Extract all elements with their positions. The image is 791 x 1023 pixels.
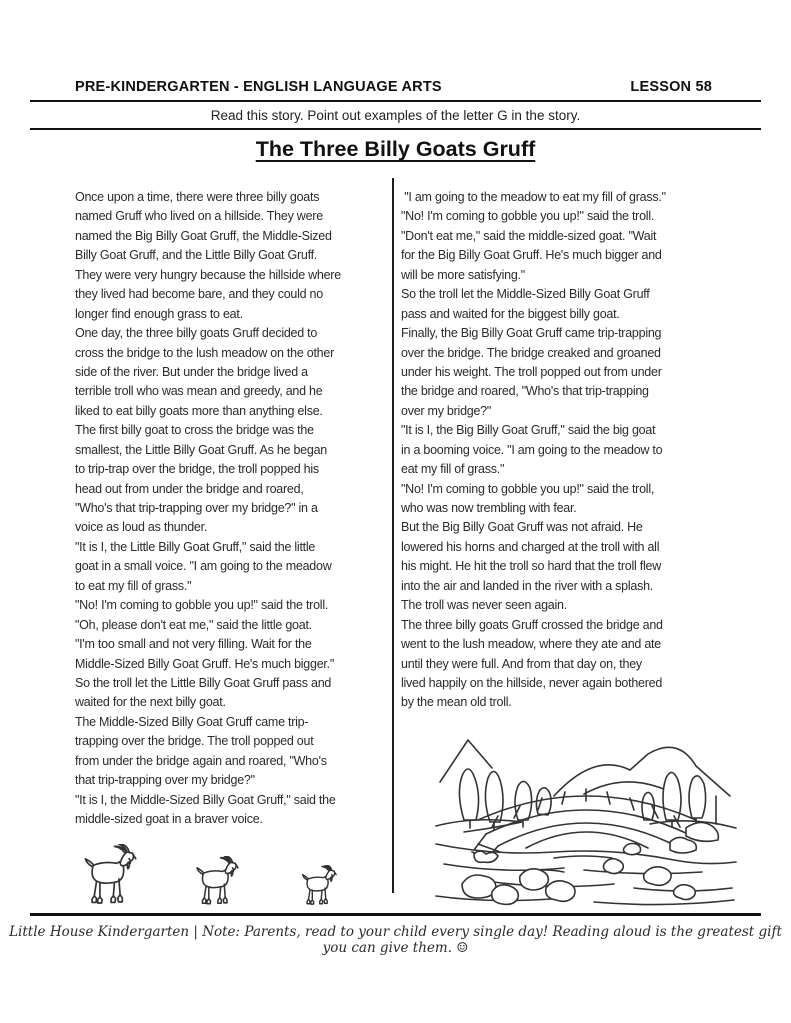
story-line: One day, the three billy goats Gruff decided to [75,326,318,341]
story-line: until they were full. And from that day on, they [401,656,642,671]
story-line: that trip-trapping over my bridge?" [75,773,255,788]
middle-goat-icon [194,856,240,906]
story-line: for the Big Billy Goat Gruff. He's much bigger and [401,248,662,263]
story-line: over my bridge?" [401,403,492,418]
big-goat-icon [82,844,138,906]
story-line: longer find enough grass to eat. [75,306,243,321]
story-line: head out from under the bridge and roared, [75,481,304,496]
story-line: "No! I'm coming to gobble you up!" said the troll. [75,598,329,613]
story-line: "It is I, the Middle-Sized Billy Goat Gruff," said the [75,792,336,807]
story-line: his might. He hit the troll so hard that the troll flew [401,559,661,574]
story-line: side of the river. But under the bridge lived a [75,364,308,379]
story-line: But the Big Billy Goat Gruff was not afraid. He [401,520,643,535]
story-line: goat in a small voice. "I am going to the meadow [75,559,332,574]
little-goat-icon [300,865,338,906]
story-right-column [401,188,723,713]
story-line: smallest, the Little Billy Goat Gruff. As he began [75,442,327,457]
story-line: they lived had become bare, and they could no [75,287,323,302]
story-line: pass and waited for the biggest billy goat. [401,306,620,321]
story-line: voice as loud as thunder. [75,520,208,535]
story-line: to trip-trap over the bridge, the troll popped his [75,462,319,477]
page-header [75,79,712,95]
footer-rule [30,913,761,916]
instruction-text: Read this story. Point out examples of the letter G in the story. [210,107,581,123]
story-line: The Middle-Sized Billy Goat Gruff came trip- [75,714,309,729]
story-line: So the troll let the Middle-Sized Billy Goat Gruff [401,287,650,302]
story-line: "I am going to the meadow to eat my fill of grass." [401,190,666,204]
header-subject: PRE-KINDERGARTEN - ENGLISH LANGUAGE ARTS [75,79,442,95]
story-line: Finally, the Big Billy Goat Gruff came trip-trapping [401,326,662,341]
story-line: over the bridge. The bridge creaked and groaned [401,345,661,360]
story-line: named the Big Billy Goat Gruff, the Middle-Sized [75,228,332,243]
story-line: from under the bridge again and roared, "Who's [75,753,327,768]
story-line: went to the lush meadow, where they ate and ate [401,637,661,652]
story-line: The troll was never seen again. [401,598,567,613]
column-divider [392,178,394,893]
story-line: lowered his horns and charged at the troll with all [401,539,660,554]
story-line: So the troll let the Little Billy Goat Gruff pass and [75,675,332,690]
story-line: "Who's that trip-trapping over my bridge?" in a [75,501,318,515]
story-line: The three billy goats Gruff crossed the bridge and [401,617,663,632]
story-line: "Oh, please don't eat me," said the little goat. [75,617,312,632]
story-title: The Three Billy Goats Gruff [255,137,536,161]
story-line: lived happily on the hillside, never again bothered [401,675,663,690]
goats-illustration [82,840,352,906]
story-line: They were very hungry because the hillside where [75,267,341,282]
story-line: under his weight. The troll popped out from under [401,364,662,379]
story-line: the bridge and roared, "Who's that trip-trapping [401,384,649,399]
header-lesson-number: LESSON 58 [630,79,712,95]
story-line: Once upon a time, there were three billy goats [75,190,320,204]
story-left-column [75,188,397,829]
story-line: will be more satisfying." [401,267,525,282]
story-line: trapping over the bridge. The troll popped out [75,734,314,749]
story-line: "It is I, the Little Billy Goat Gruff," said the little [75,539,316,554]
story-line: Middle-Sized Billy Goat Gruff. He's much bigger." [75,656,335,671]
story-line: in a booming voice. "I am going to the meadow to [401,442,663,457]
story-line: waited for the next billy goat. [75,695,226,710]
story-line: named Gruff who lived on a hillside. They were [75,209,323,224]
story-line: by the mean old troll. [401,695,512,710]
story-line: who was now trembling with fear. [401,501,577,515]
story-line: "Don't eat me," said the middle-sized goat. "Wait [401,228,657,243]
story-line: middle-sized goat in a braver voice. [75,812,263,826]
story-line: terrible troll who was mean and greedy, and he [75,384,323,399]
story-line: Billy Goat Gruff, and the Little Billy Goat Gruff. [75,248,318,263]
bridge-illustration [434,724,738,910]
story-line: eat my fill of grass." [401,462,505,477]
story-line: liked to eat billy goats more than anything else. [75,403,323,418]
instruction-band [30,100,761,130]
story-line: to eat my fill of grass." [75,578,192,593]
story-line: cross the bridge to the lush meadow on the other [75,345,334,360]
story-line: "No! I'm coming to gobble you up!" said the troll. [401,209,655,224]
story-line: "No! I'm coming to gobble you up!" said the troll, [401,481,655,496]
story-line: into the air and landed in the river with a splash. [401,578,653,593]
story-line: "It is I, the Big Billy Goat Gruff," said the big goat [401,423,656,438]
story-line: The first billy goat to cross the bridge was the [75,423,314,438]
footer-note: Little House Kindergarten | Note: Parents, read to your child every single day! Reading aloud is the greatest gift you can give them. ☺ [9,924,782,956]
story-line: "I'm too small and not very filling. Wait for the [75,637,312,652]
